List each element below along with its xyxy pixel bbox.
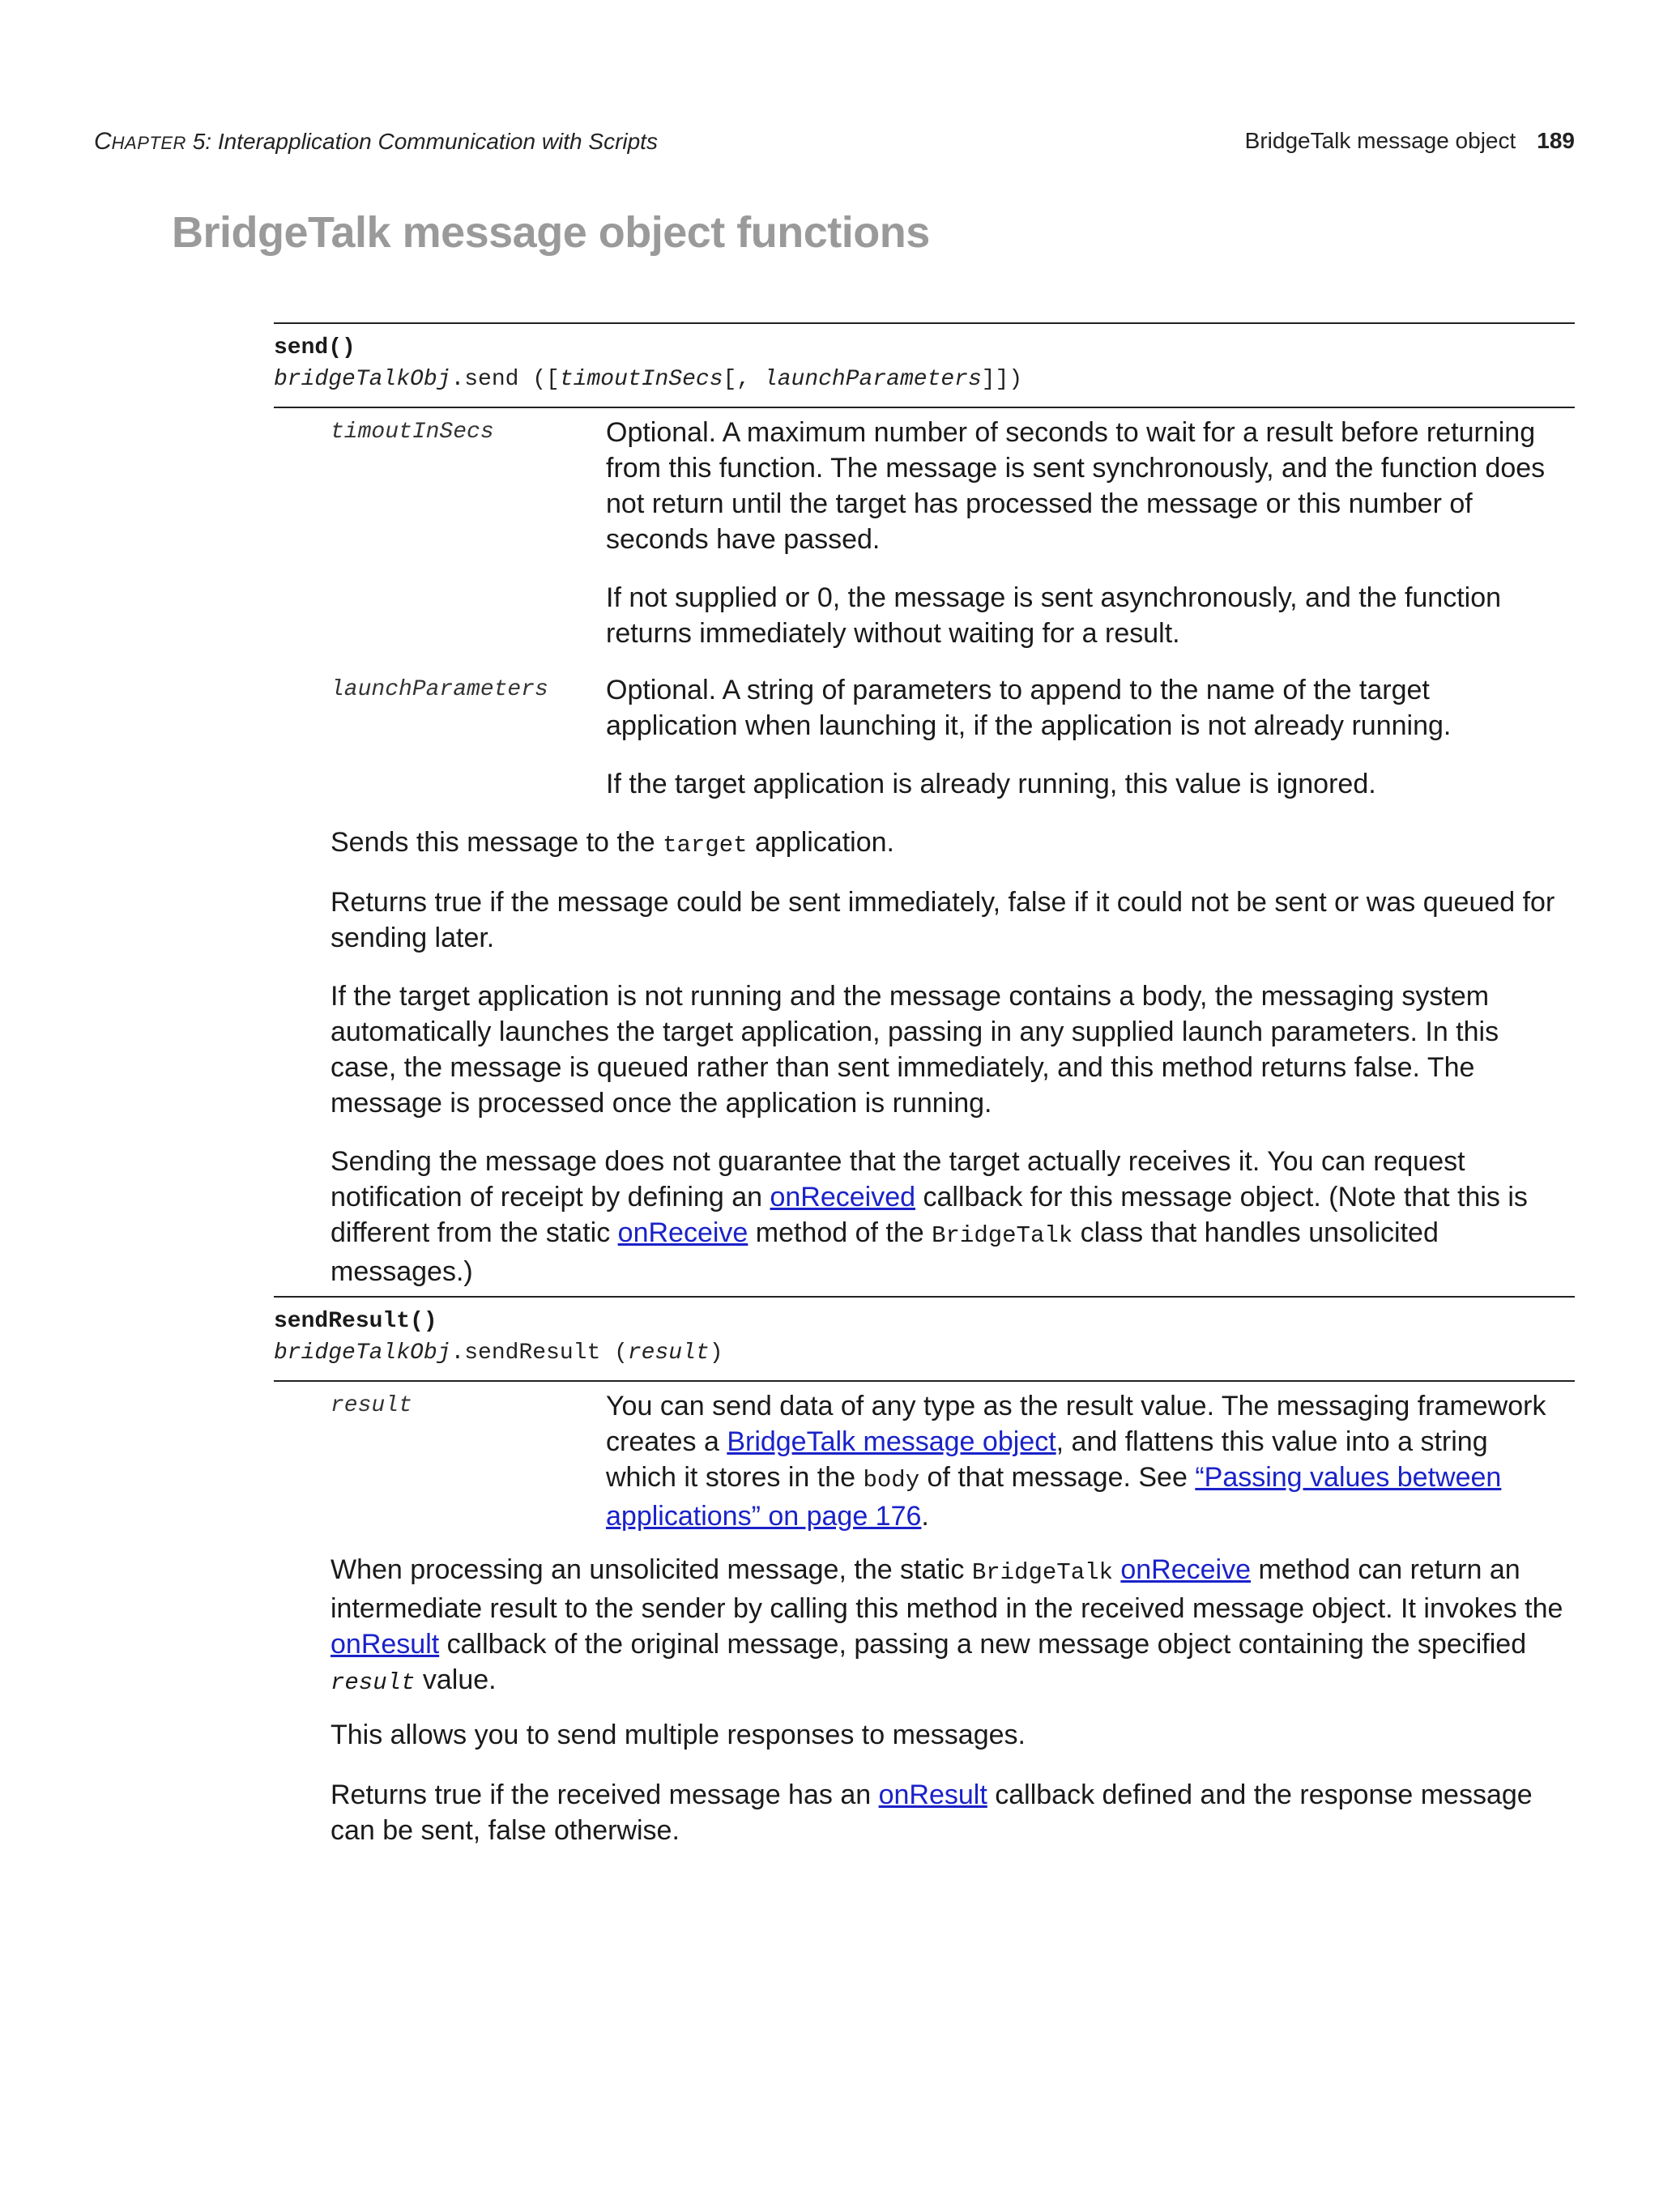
paragraph: Sending the message does not guarantee that the target actually receives it. You can request notification of receipt by defining an onReceived callback for this message object. (Note that this is different from the static onReceive method of the BridgeTalk class that handles unsolicited messages.) — [331, 1146, 1528, 1287]
paragraph: This allows you to send multiple responses to messages. — [331, 1720, 1026, 1750]
running-header — [94, 128, 1575, 160]
paragraph: Sends this message to the target application. — [331, 827, 895, 859]
paragraph: When processing an unsolicited message, the static BridgeTalk onReceive method can return an intermediate result to the sender by calling this method in the received message object. It invokes the onResult callback of the original message, passing a new message object containing the specified result value. — [331, 1554, 1563, 1696]
link-onreceived[interactable]: onReceived — [770, 1182, 916, 1213]
param-description: If not supplied or 0, the message is sent asynchronously, and the function returns immediately without waiting for a result. — [606, 582, 1502, 649]
divider — [274, 322, 1575, 324]
paragraph: Returns true if the received message has an onResult callback defined and the response message can be sent, false otherwise. — [331, 1779, 1533, 1846]
function-name-sendresult: sendResult() — [274, 1309, 437, 1334]
function-name-send: send() — [274, 335, 356, 360]
param-name: launchParameters — [331, 677, 548, 702]
link-onresult[interactable]: onResult — [331, 1629, 440, 1660]
paragraph: If the target application is not running and the message contains a body, the messaging system automatically launches the target application, passing in any supplied launch parameters. In this case, the message is queued rather than sent immediately, and this method returns false. The message is processed once the application is running. — [331, 981, 1499, 1119]
divider — [274, 1380, 1575, 1382]
param-description: If the target application is already running, this value is ignored. — [606, 769, 1376, 799]
param-name: timoutInSecs — [331, 420, 494, 445]
divider — [274, 1296, 1575, 1298]
section-label: BridgeTalk message object 189 — [1244, 128, 1575, 153]
function-signature-sendresult: bridgeTalkObj.sendResult (result) — [274, 1340, 723, 1366]
param-description: Optional. A string of parameters to append to the name of the target application when launching it, if the application is not already running. — [606, 675, 1452, 741]
link-passing-values[interactable]: “Passing values between applications” on page 176 — [606, 1462, 1502, 1532]
paragraph: Returns true if the message could be sent immediately, false if it could not be sent or was queued for sending later. — [331, 887, 1555, 953]
link-bridgetalk-message-object[interactable]: BridgeTalk message object — [727, 1426, 1056, 1457]
link-onreceive[interactable]: onReceive — [1120, 1554, 1252, 1585]
param-name: result — [331, 1393, 412, 1418]
link-onresult[interactable]: onResult — [878, 1779, 987, 1810]
divider — [274, 407, 1575, 408]
page-title: BridgeTalk message object functions — [172, 208, 930, 257]
function-signature-send: bridgeTalkObj.send ([timoutInSecs[, launchParameters]]) — [274, 367, 1023, 392]
param-description: Optional. A maximum number of seconds to wait for a result before returning from this function. The message is sent synchronously, and the function does not return until the target has processed the message or this number of seconds have passed. — [606, 417, 1546, 555]
param-description: You can send data of any type as the result value. The messaging framework creates a BridgeTalk message object, and flattens this value into a string which it stores in the body of that message. See “Passing values between applications” on page 176. — [606, 1391, 1546, 1532]
link-onreceive[interactable]: onReceive — [617, 1217, 748, 1248]
chapter-title: CHAPTER 5: Interapplication Communication with Scripts — [94, 128, 658, 155]
page-number: 189 — [1537, 128, 1575, 153]
